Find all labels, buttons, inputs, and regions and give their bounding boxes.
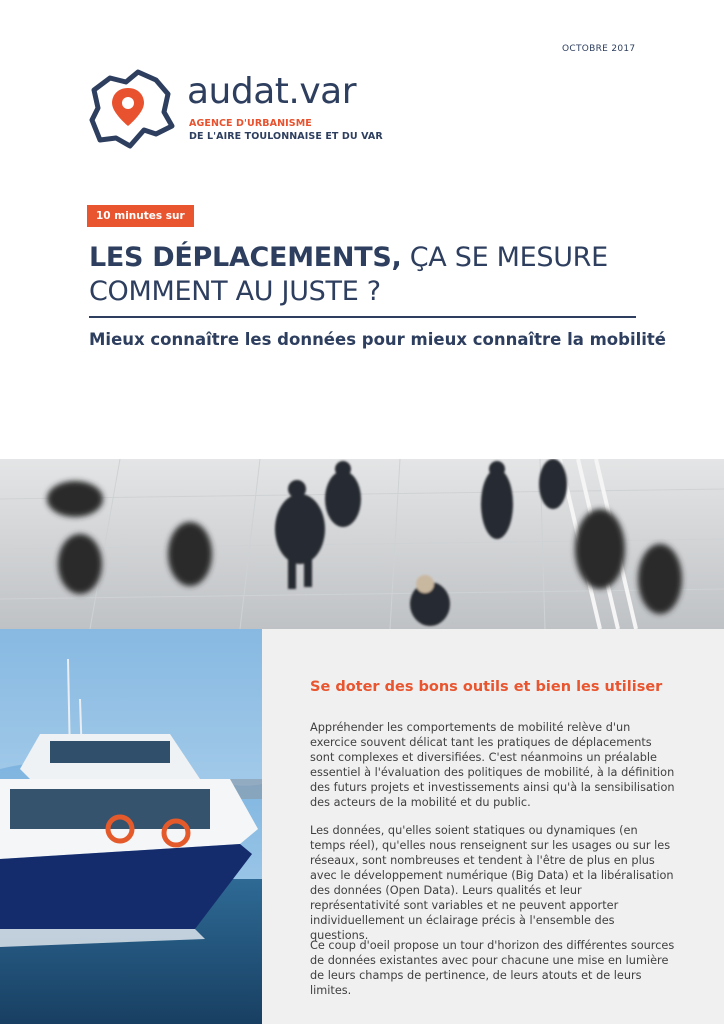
boat-photo xyxy=(0,629,262,1024)
map-pin-logo-icon xyxy=(86,68,176,150)
title-line-2: COMMENT AU JUSTE ? xyxy=(89,276,381,307)
page-subtitle: Mieux connaître les données pour mieux connaître la mobilité xyxy=(89,330,666,349)
title-divider xyxy=(89,316,636,318)
logo-tagline-1: AGENCE D'URBANISME xyxy=(189,118,312,129)
intro-panel xyxy=(262,629,724,1024)
logo-tagline-2: DE L'AIRE TOULONNAISE ET DU VAR xyxy=(189,131,383,142)
logo-wordmark: audat.var xyxy=(187,71,357,112)
series-badge: 10 minutes sur xyxy=(87,205,194,227)
paragraph-2: Les données, qu'elles soient statiques ou dynamiques (en temps réel), qu'elles nous renseignent sur les usages ou sur les réseaux, sont nombreuses et tendent à l'être de plus en plus avec le développement numérique (Big Data) et la libéralisation des données (Open Data). Leurs qualités et leur représentativité sont variables et ne peuvent apporter individuellement un éclairage précis à l'ensemble des questions. xyxy=(310,824,674,943)
crowd-photo xyxy=(0,459,724,629)
section-title: Se doter des bons outils et bien les utiliser xyxy=(310,679,663,695)
paragraph-3: Ce coup d'oeil propose un tour d'horizon des différentes sources de données existantes avec pour chacune une mise en lumière de leurs champs de pertinence, de leurs atouts et de leurs limites. xyxy=(310,939,675,998)
title-rest: ÇA SE MESURE xyxy=(401,242,608,273)
paragraph-1: Appréhender les comportements de mobilité relève d'un exercice souvent délicat tant les pratiques de déplacements sont complexes et diversifiées. C'est néanmoins un préalable essentiel à l'évaluation des politiques de mobilité, à la définition des futurs projets et investissements ainsi qu'à la sensibilisation des acteurs de la mobilité et du public. xyxy=(310,721,675,810)
title-bold: LES DÉPLACEMENTS, xyxy=(89,242,402,273)
page-title xyxy=(89,241,649,309)
publication-date: OCTOBRE 2017 xyxy=(562,44,636,54)
